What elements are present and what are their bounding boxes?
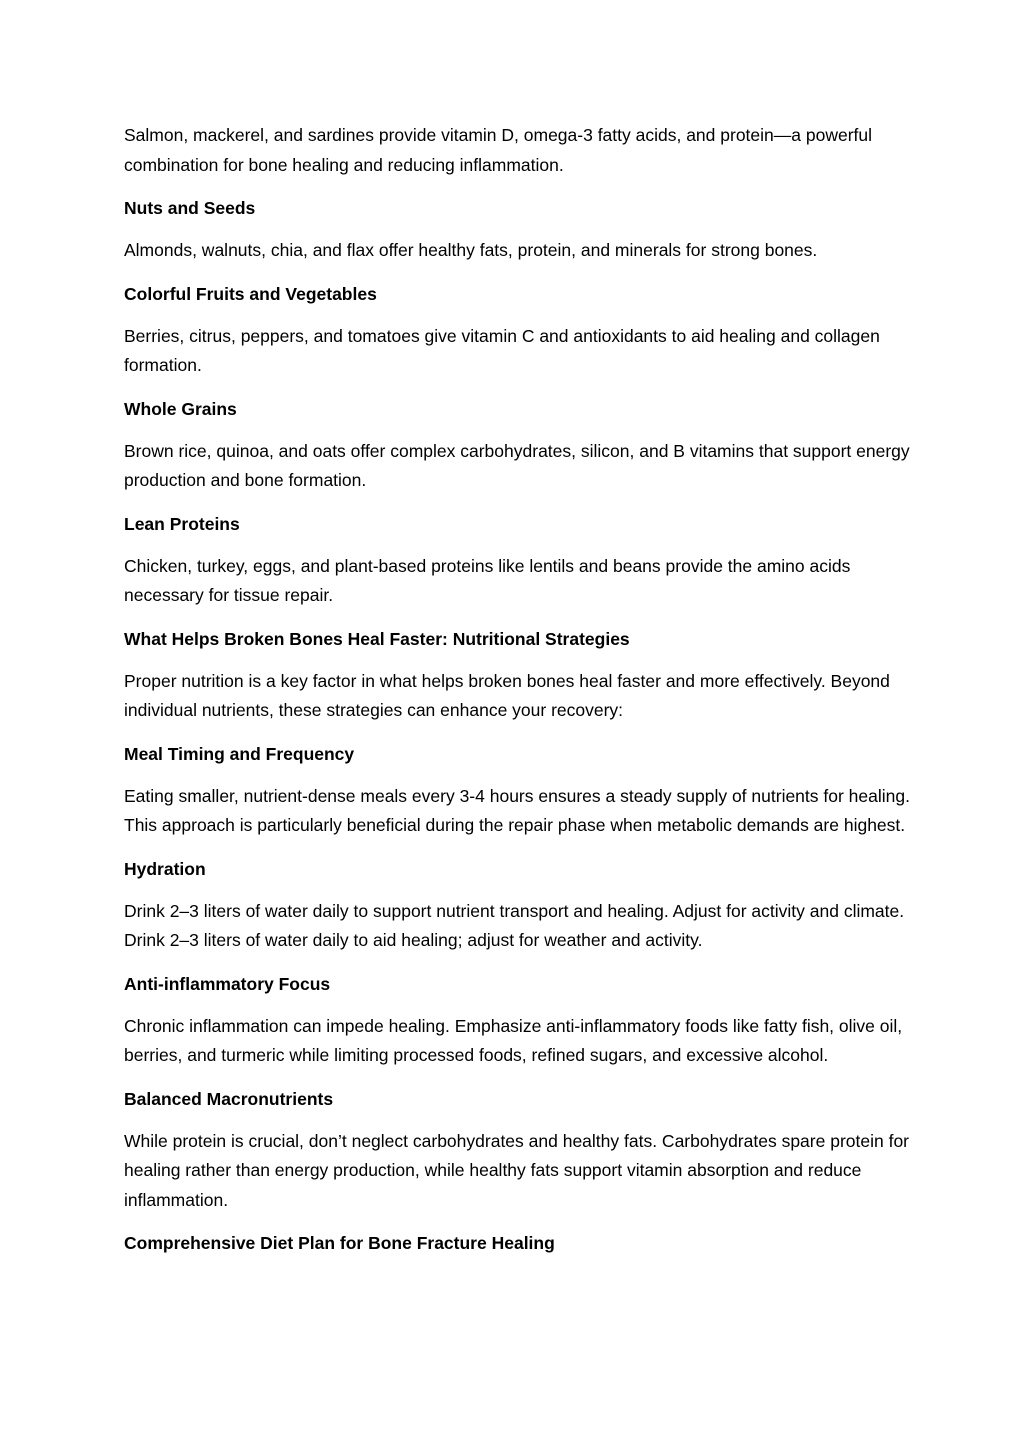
paragraph-anti-inflammatory: Chronic inflammation can impede healing. Emphasize anti-inflammatory foods like fatty fish, olive oil, berries, and turmeric while limiting processed foods, refined sugars, and excessive alcohol. — [124, 1015, 903, 1065]
paragraph-nuts-and-seeds: Almonds, walnuts, chia, and flax offer healthy fats, protein, and minerals for strong bones. — [124, 240, 818, 260]
paragraph-whole-grains: Brown rice, quinoa, and oats offer complex carbohydrates, silicon, and B vitamins that support energy production and bone formation. — [124, 440, 910, 490]
paragraph-lean-proteins: Chicken, turkey, eggs, and plant-based proteins like lentils and beans provide the amino acids necessary for tissue repair. — [124, 555, 851, 605]
heading-diet-plan: Comprehensive Diet Plan for Bone Fracture Healing — [124, 1233, 555, 1253]
paragraph-nutritional-strategies: Proper nutrition is a key factor in what helps broken bones heal faster and more effectively. Beyond individual nutrients, these strategies can enhance your recovery: — [124, 670, 890, 720]
heading-meal-timing: Meal Timing and Frequency — [124, 743, 355, 764]
heading-hydration: Hydration — [124, 858, 206, 879]
paragraph-fish-intro: Salmon, mackerel, and sardines provide vitamin D, omega-3 fatty acids, and protein—a powerful combination for bone healing and reducing inflammation. — [124, 125, 873, 175]
paragraph-colorful-fruits-vegetables: Berries, citrus, peppers, and tomatoes give vitamin C and antioxidants to aid healing and collagen formation. — [124, 325, 880, 375]
heading-balanced-macronutrients: Balanced Macronutrients — [124, 1088, 334, 1109]
paragraph-balanced-macronutrients: While protein is crucial, don’t neglect carbohydrates and healthy fats. Carbohydrates spare protein for healing rather than energy production, while healthy fats support vitamin absorption and reduce inflammation. — [124, 1130, 910, 1210]
heading-nuts-and-seeds: Nuts and Seeds — [124, 198, 256, 218]
heading-nutritional-strategies: What Helps Broken Bones Heal Faster: Nutritional Strategies — [124, 628, 630, 649]
document-page — [124, 121, 914, 1271]
heading-anti-inflammatory: Anti-inflammatory Focus — [124, 973, 331, 994]
paragraph-meal-timing: Eating smaller, nutrient-dense meals every 3-4 hours ensures a steady supply of nutrients for healing. This approach is particularly beneficial during the repair phase when metabolic demands are highest. — [124, 785, 910, 835]
heading-lean-proteins: Lean Proteins — [124, 513, 240, 534]
heading-colorful-fruits-vegetables: Colorful Fruits and Vegetables — [124, 283, 377, 304]
paragraph-hydration: Drink 2–3 liters of water daily to support nutrient transport and healing. Adjust for activity and climate. Drink 2–3 liters of water daily to aid healing; adjust for weather and activity. — [124, 900, 905, 950]
heading-whole-grains: Whole Grains — [124, 398, 237, 419]
